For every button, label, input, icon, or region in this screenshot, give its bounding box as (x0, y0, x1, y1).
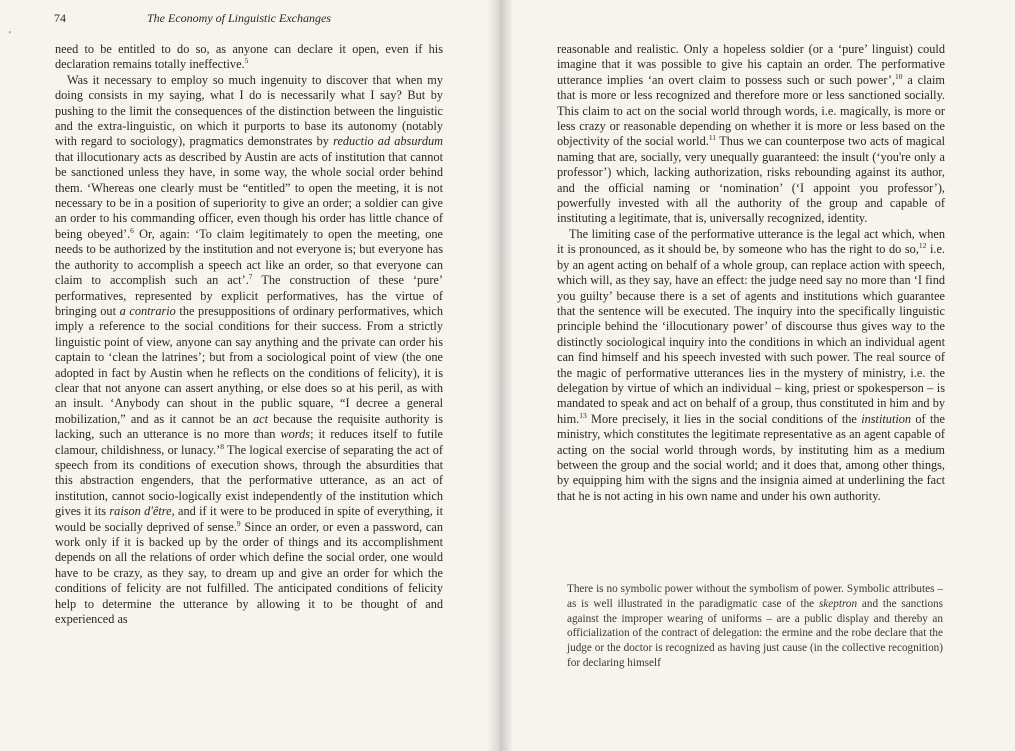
text-run: Or, again: ‘To claim legitimately to open the meeting, one needs to be authorized by the institution and not everyone is; but everyone has the authority to accomplish a speech act like an order, so that everyone can claim to accomplish such an act’. (55, 226, 443, 288)
italic-phrase: institution (861, 411, 912, 426)
page-speck: • (8, 28, 12, 39)
right-page (500, 0, 1015, 751)
footnote-ref: 8 (220, 441, 224, 451)
text-run: of the ministry, which constitutes the legitimate representative as an agent capable of acting on the social world through words, by instituting him as a medium between the group and the social world; and it does that, among other things, by equipping him with the signs and the insignia aimed at underlining the fact that he is not acting in his own name and under his own authority. (557, 411, 945, 503)
page-number-left: 74 (54, 11, 66, 25)
text-run: i.e. by an agent acting on behalf of a whole group, can replace action with speech, which will, as they say, have an effect: the judge need say no more than ‘I find you guilty’ because there is a set of agents and institutions which guarantee that the sentence will be executed. The inquiry into the specifically linguistic principle behind the ‘illocutionary power’ of discourse thus gives way to the distinctly sociological inquiry into the conditions in which an individual agent can find himself and his speech invested with such power. The real source of the magic of performative utterances lies in the mystery of ministry, i.e. the delegation by virtue of which an individual – king, priest or spokesperson – is mandated to speak and act on behalf of a group, thus constituted in him and by him. (557, 242, 945, 426)
text-run: , and if it were to be produced in spite of everything, it would be socially deprived of sense. (55, 504, 443, 534)
italic-phrase: a contrario (119, 303, 176, 318)
right-body-text (557, 42, 945, 504)
text-run: The logical exercise of separating the act of speech from its conditions of execution shows, through the absurdities that this abstraction engenders, that the performative utterance, as an act of institution, cannot socio-logically exist independently of the institution which gives it its (55, 442, 443, 519)
text-run: the presuppositions of ordinary performatives, which imply a reference to the social conditions for their success. From a strictly linguistic point of view, anyone can say anything and the private can order his captain to ‘clean the latrines’; but from a sociological point of view (the one adopted in fact by Austin when he reflects on the conditions of felicity), it is clear that not anyone can assert anything, or else does so at his peril, as with an insult. ‘Anybody can shout in the public square, “I decree a general mobilization,” and as it cannot be an (55, 303, 443, 426)
paragraph (557, 227, 945, 504)
left-body-text (55, 42, 443, 627)
paragraph (55, 42, 443, 73)
text-run: Thus we can counterpose two acts of magical naming that are, socially, very unequally guaranteed: the insult (‘you're only a professor’) which, lacking authorization, risks rebounding against its author, and the official naming or ‘nomination’ (‘I appoint you professor’), powerfully invested with all the authority of the group and capable of instituting a legitimate, that is, universally recognized, identity. (557, 134, 945, 226)
italic-phrase: skeptron (818, 597, 858, 610)
italic-phrase: raison d'être (109, 504, 172, 519)
footnote-ref: 12 (918, 241, 927, 251)
text-run: because the requisite authority is lacking, such an utterance is no more than (55, 411, 443, 442)
footnote-ref: 13 (579, 410, 587, 420)
paragraph (55, 73, 443, 628)
italic-phrase: act (253, 411, 269, 426)
text-run: that illocutionary acts as described by Austin are acts of institution that cannot be sanctioned unless they have, in some way, the whole social order behind them. ‘Whereas one clearly must be “entitled” to open the meeting, it is not necessary to be in a position of superiority to give an order; a soldier can give an order to his commanding officer, even though his order has little chance of being obeyed’. (55, 149, 443, 241)
text-run: The construction of these ‘pure’ performatives, represented by explicit performatives, has the virtue of bringing out (55, 273, 444, 318)
footnote-ref: 10 (895, 71, 903, 81)
text-run: a claim that is more or less recognized and therefore more or less sanctioned socially. This claim to act on the social world through words, i.e. magically, is more or less crazy or reasonable depending on whether it is more or less based on the objectivity of the social world. (557, 72, 945, 149)
footnote-ref: 11 (708, 133, 717, 143)
footnote-ref: 9 (236, 518, 241, 528)
text-run: reasonable and realistic. Only a hopeless soldier (or a ‘pure’ linguist) could imagine that it was possible to give his captain an order. The performative utterance implies ‘an overt claim to possess such or such power’, (557, 42, 945, 87)
left-page (0, 0, 500, 751)
text-run: ; it reduces itself to futile clamour, childishness, or lunacy.’ (55, 427, 443, 457)
paragraph (557, 42, 945, 227)
text-run: and the sanctions against the improper wearing of uniforms – are a public display and thereby an officialization of the contract of delegation: the ermine and the robe declare that the judge or the doctor is recognized as having just cause (in the collective recognition) for declaring himself (567, 597, 943, 669)
book-gutter (487, 0, 513, 751)
footnote-block (567, 582, 943, 671)
text-run: Since an order, or even a password, can work only if it is backed up by the order of things and its accomplishment depends on all the relations of order which define the social order, one would have to be crazy, as they say, to dream up and give an order for which the conditions of felicity are not fulfilled. The anticipated conditions of felicity help to determine the utterance by allowing it to be thought of and experienced as (55, 519, 443, 627)
running-title-left: The Economy of Linguistic Exchanges (147, 11, 331, 25)
text-run: The limiting case of the performative utterance is the legal act which, when it is pronounced, as it should be, by someone who has the right to do so, (557, 226, 945, 257)
text-run: More precisely, it lies in the social conditions of the (586, 411, 862, 426)
footnote-ref: 5 (244, 56, 249, 66)
footnote-ref: 7 (248, 272, 253, 281)
text-run: need to be entitled to do so, as anyone can declare it open, even if his declaration remains totally ineffective. (55, 42, 443, 72)
italic-phrase: words (280, 427, 311, 442)
text-run: There is no symbolic power without the symbolism of power. Symbolic attributes – as is well illustrated in the paradigmatic case of the (567, 583, 943, 610)
footnote-ref: 6 (130, 225, 134, 235)
text-run: Was it necessary to employ so much ingenuity to discover that when my doing consists in my saying, what I do is necessarily what I say? But by pushing to the limit the consequences of the distinction between the linguistic and the extra-linguistic, on which it purports to base its autonomy (notably with regard to sociology), pragmatics demonstrates by (55, 72, 443, 149)
italic-phrase: reductio ad absurdum (333, 134, 443, 149)
